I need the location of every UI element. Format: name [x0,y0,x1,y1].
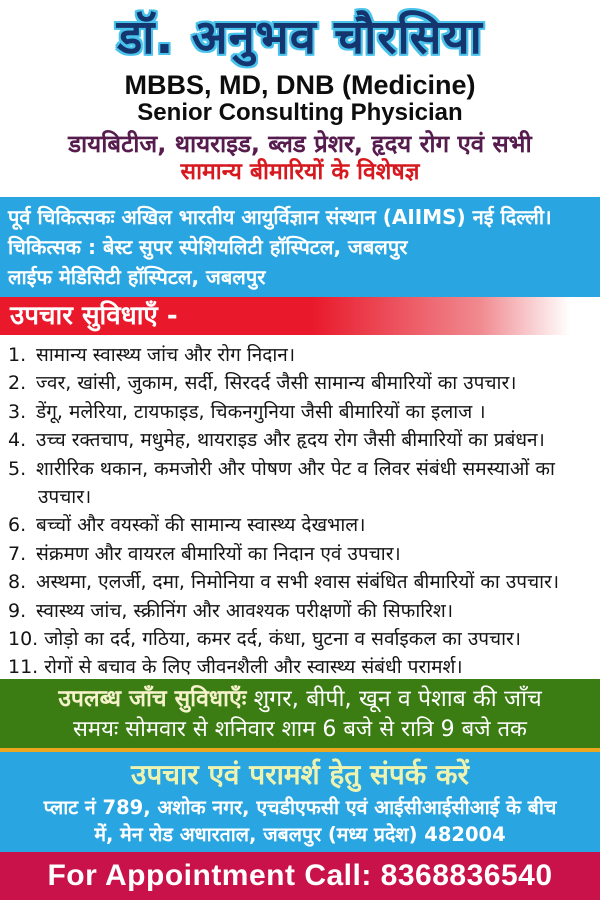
treatment-item: 11. रोगों से बचाव के लिए जीवनशैली और स्वास्थ्य संबंधी परामर्श। [8,653,596,681]
address-line-1: प्लाट नं 789, अशोक नगर, एचडीएफसी एवं आईसीआईसीआई के बीच [43,796,557,819]
lab-facilities-text: शुगर, बीपी, खून व पेशाब की जाँच [246,686,542,712]
treatment-item: 7. संक्रमण और वायरल बीमारियों का निदान एवं उपचार। [8,540,596,568]
header [0,0,600,197]
experience-line: पूर्व चिकित्सकः अखिल भारतीय आयुर्विज्ञान संस्थान (AIIMS) नई दिल्ली। [8,205,552,229]
treatment-item: 3. डेंगू, मलेरिया, टायफाइड, चिकनगुनिया जैसी बीमारियों का इलाज । [8,398,596,426]
treatment-list [0,335,600,679]
treatment-heading-bar [0,297,600,335]
treatment-item: 9. स्वास्थ्य जांच, स्क्रीनिंग और आवश्यक परीक्षणों की सिफारिश। [8,597,596,625]
treatment-item: 5. शारीरिक थकान, कमजोरी और पोषण और पेट व लिवर संबंधी समस्याओं का उपचार। [8,455,596,512]
experience-line: चिकित्सक : बेस्ट सुपर स्पेशियलिटी हॉस्पिटल, जबलपुर [8,235,408,259]
contact-heading: उपचार एवं परामर्श हेतु संपर्क करें [130,758,470,791]
contact-band [0,752,600,852]
address-line-2: में, मेन रोड अधारताल, जबलपुर (मध्य प्रदेश) 482004 [94,823,506,846]
lab-timing-line: समयः सोमवार से शनिवार शाम 6 बजे से रात्रि 9 बजे तक [73,717,527,742]
treatment-item-number: 11. [8,656,39,679]
treatment-item: 2. ज्वर, खांसी, जुकाम, सर्दी, सिरदर्द जैसी सामान्य बीमारियों का उपचार। [8,369,596,397]
appointment-phone-text: For Appointment Call: 8368836540 [47,859,553,892]
treatment-item-number: 4. [8,429,27,452]
doctor-name: डॉ. अनुभव चौरसिया [117,10,483,65]
specialty-line-2: सामान्य बीमारियों के विशेषज्ञ [180,158,420,185]
treatment-item-number: 7. [8,542,27,565]
treatment-item: 8. अस्थमा, एलर्जी, दमा, निमोनिया व सभी श्वास संबंधित बीमारियों का उपचार। [8,568,596,596]
treatment-item-number: 6. [8,514,27,537]
experience-line: लाईफ मेडिसिटी हॉस्पिटल, जबलपुर [8,265,266,289]
treatment-item: 1. सामान्य स्वास्थ्य जांच और रोग निदान। [8,341,596,369]
treatment-item-number: 9. [8,599,27,622]
treatment-heading: उपचार सुविधाएँ - [10,301,178,331]
doctor-credentials: MBBS, MD, DNB (Medicine) [124,70,476,101]
lab-facilities-band [0,679,600,748]
treatment-item-number: 10. [8,628,39,651]
lab-facilities-label: उपलब्ध जाँच सुविधाएँः [58,686,247,712]
treatment-item: 4. उच्च रक्तचाप, मधुमेह, थायराइड और हृदय रोग जैसी बीमारियों का प्रबंधन। [8,426,596,454]
treatment-item: 6. बच्चों और वयस्कों की सामान्य स्वास्थ्य देखभाल। [8,511,596,539]
experience-band [0,197,600,297]
treatment-item-number: 5. [8,457,27,480]
treatment-item: 10. जोड़ो का दर्द, गठिया, कमर दर्द, कंधा, घुटना व सर्वाइकल का उपचार। [8,625,596,653]
lab-facilities-line [0,684,600,715]
doctor-designation: Senior Consulting Physician [137,98,463,126]
treatment-item-number: 1. [8,344,27,366]
treatment-item-number: 3. [8,400,27,423]
treatment-item-number: 8. [8,571,27,594]
treatment-item-number: 2. [8,372,27,395]
appointment-bar [0,852,600,900]
specialty-line-1: डायबिटीज, थायराइड, ब्लड प्रेशर, हृदय रोग एवं सभी [68,130,532,159]
